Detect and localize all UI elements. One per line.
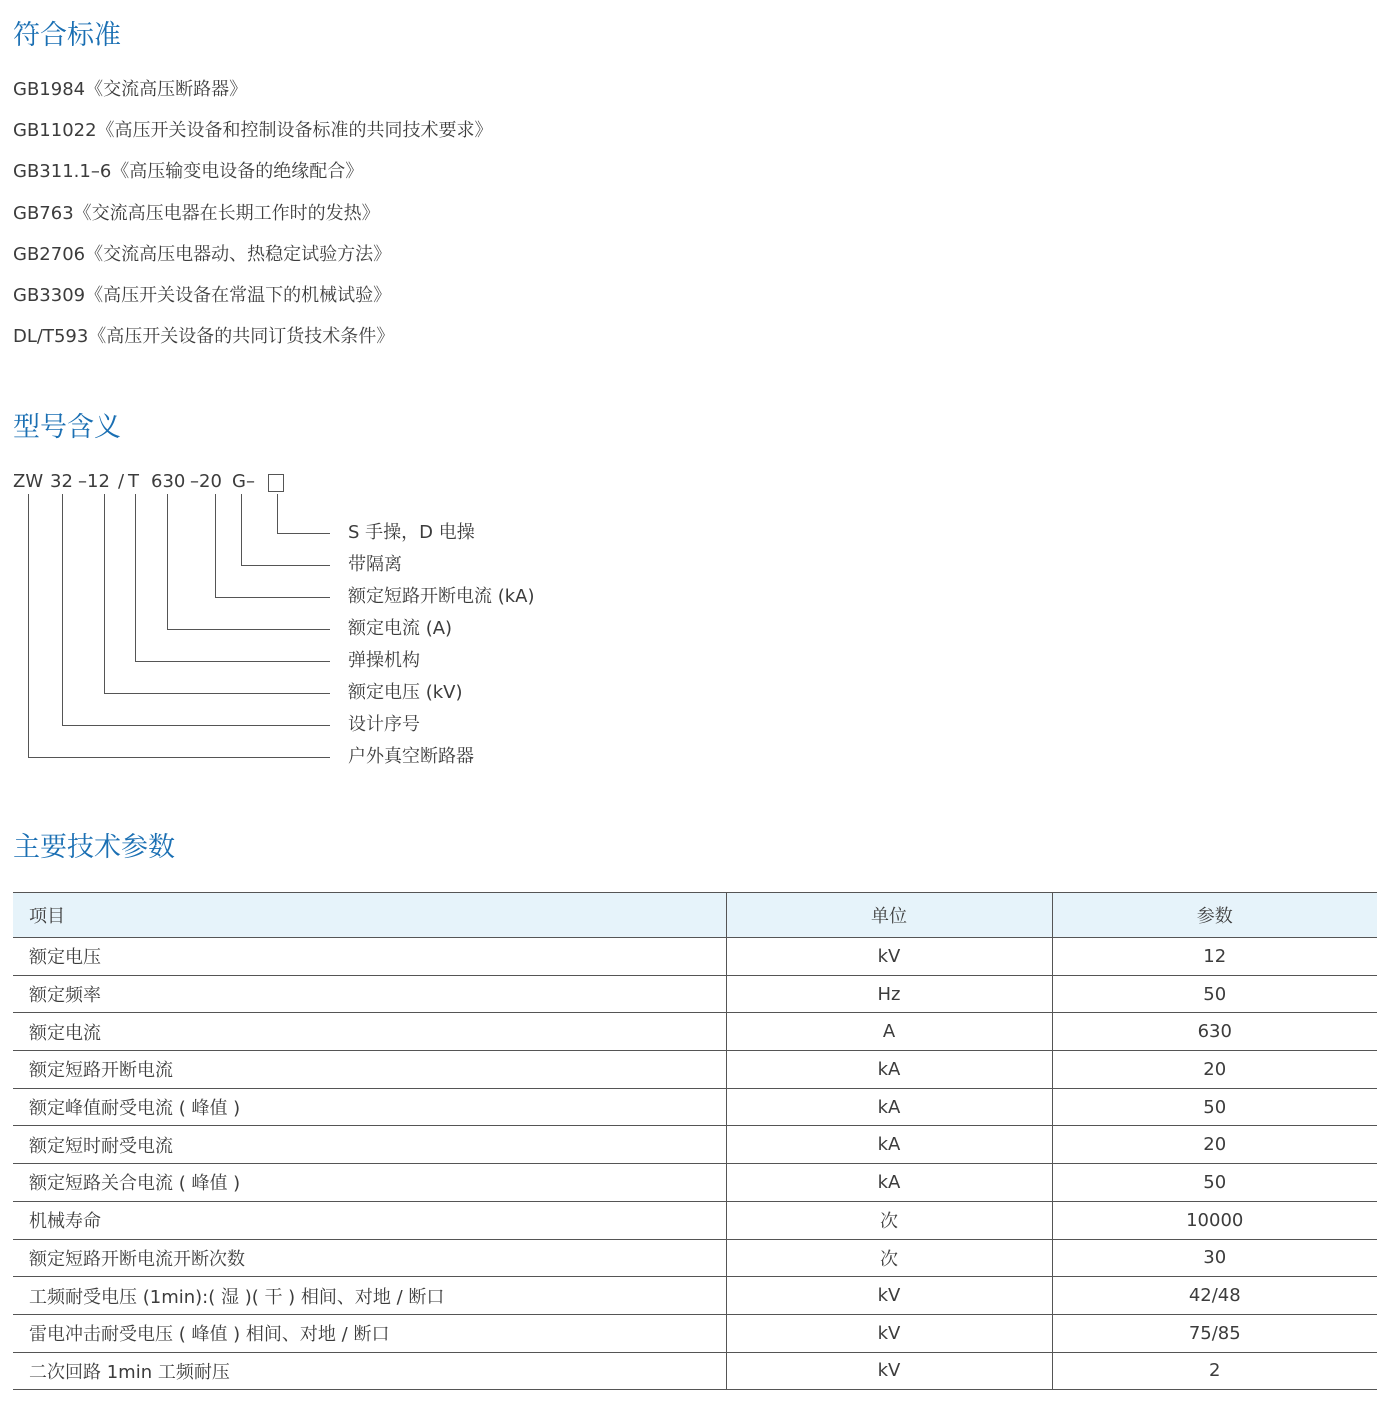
standards-list	[13, 78, 493, 366]
table-row	[13, 975, 1377, 1013]
table-row	[13, 1126, 1377, 1164]
model-code-part: G–	[232, 471, 255, 492]
model-code-part: –20	[190, 471, 222, 492]
param-unit: kA	[726, 1088, 1052, 1126]
param-unit: kV	[726, 1277, 1052, 1315]
param-value: 630	[1052, 1013, 1377, 1051]
table-row	[13, 1088, 1377, 1126]
param-value: 10000	[1052, 1201, 1377, 1239]
model-label: 弹操机构	[348, 650, 420, 671]
leader-line	[215, 597, 330, 598]
leader-line	[28, 494, 29, 757]
table-row	[13, 1201, 1377, 1239]
param-unit: kA	[726, 1051, 1052, 1089]
param-value: 50	[1052, 1088, 1377, 1126]
param-value: 30	[1052, 1239, 1377, 1277]
param-name: 雷电冲击耐受电压 ( 峰值 ) 相间、对地 / 断口	[13, 1314, 726, 1352]
model-code-part: –12	[78, 471, 110, 492]
column-header-value: 参数	[1052, 893, 1377, 938]
standard-item: GB1984《交流高压断路器》	[13, 79, 248, 100]
param-name: 额定电流	[13, 1013, 726, 1051]
param-unit: kV	[726, 1352, 1052, 1390]
model-code-part: 32	[50, 471, 73, 492]
leader-line	[62, 494, 63, 725]
leader-line	[215, 494, 216, 597]
param-unit: kV	[726, 1314, 1052, 1352]
leader-line	[167, 629, 330, 630]
param-name: 额定短路开断电流	[13, 1051, 726, 1089]
standard-item: GB11022《高压开关设备和控制设备标准的共同技术要求》	[13, 120, 493, 142]
standards-title: 符合标准	[13, 20, 121, 51]
table-row	[13, 1352, 1377, 1390]
table-row	[13, 1164, 1377, 1202]
leader-line	[62, 725, 330, 726]
leader-line	[167, 494, 168, 629]
table-row	[13, 1314, 1377, 1352]
model-code-part: 630	[151, 471, 186, 492]
leader-line	[277, 533, 330, 534]
model-label: 带隔离	[348, 554, 402, 575]
param-name: 额定峰值耐受电流 ( 峰值 )	[13, 1088, 726, 1126]
table-row	[13, 1277, 1377, 1315]
params-title: 主要技术参数	[13, 832, 175, 863]
param-value: 75/85	[1052, 1314, 1377, 1352]
model-title: 型号含义	[13, 412, 121, 443]
model-label: 额定电压 (kV)	[348, 682, 463, 703]
leader-line	[104, 494, 105, 693]
param-unit: kA	[726, 1126, 1052, 1164]
param-unit: Hz	[726, 975, 1052, 1013]
param-unit: kA	[726, 1164, 1052, 1202]
param-value: 50	[1052, 975, 1377, 1013]
model-code-part: /	[118, 471, 125, 492]
leader-line	[28, 757, 330, 758]
model-code-placeholder-box	[268, 474, 284, 492]
param-value: 20	[1052, 1051, 1377, 1089]
standard-item: GB3309《高压开关设备在常温下的机械试验》	[13, 284, 392, 306]
model-code-part: T	[128, 471, 139, 492]
param-name: 额定电压	[13, 938, 726, 976]
leader-line	[135, 494, 136, 661]
column-header-item: 项目	[13, 893, 726, 938]
leader-line	[241, 565, 330, 566]
param-value: 12	[1052, 938, 1377, 976]
param-name: 额定短时耐受电流	[13, 1126, 726, 1164]
model-label: 户外真空断路器	[348, 746, 474, 767]
table-row	[13, 1013, 1377, 1051]
param-value: 42/48	[1052, 1277, 1377, 1315]
model-label: S 手操，D 电操	[348, 522, 475, 543]
param-name: 额定短路开断电流开断次数	[13, 1239, 726, 1277]
model-code-diagram	[0, 466, 640, 776]
table-row	[13, 1051, 1377, 1089]
table-header-row	[13, 893, 1377, 938]
column-header-unit: 单位	[726, 893, 1052, 938]
param-name: 二次回路 1min 工频耐压	[13, 1352, 726, 1390]
leader-line	[104, 693, 330, 694]
params-table	[13, 892, 1377, 1390]
leader-line	[135, 661, 330, 662]
standard-item: GB311.1–6《高压输变电设备的绝缘配合》	[13, 161, 364, 183]
table-row	[13, 938, 1377, 976]
param-unit: 次	[726, 1201, 1052, 1239]
leader-line	[277, 494, 278, 533]
param-value: 20	[1052, 1126, 1377, 1164]
model-label: 额定短路开断电流 (kA)	[348, 586, 535, 607]
model-code-part: ZW	[13, 471, 44, 492]
param-unit: A	[726, 1013, 1052, 1051]
param-unit: 次	[726, 1239, 1052, 1277]
standard-item: GB2706《交流高压电器动、热稳定试验方法》	[13, 243, 392, 265]
table-row	[13, 1239, 1377, 1277]
param-name: 机械寿命	[13, 1201, 726, 1239]
param-value: 50	[1052, 1164, 1377, 1202]
param-name: 额定短路关合电流 ( 峰值 )	[13, 1164, 726, 1202]
model-label: 设计序号	[348, 714, 420, 735]
standard-item: DL/T593《高压开关设备的共同订货技术条件》	[13, 326, 395, 348]
model-label: 额定电流 (A)	[348, 618, 453, 639]
param-name: 额定频率	[13, 975, 726, 1013]
leader-line	[241, 494, 242, 565]
param-value: 2	[1052, 1352, 1377, 1390]
param-name: 工频耐受电压 (1min):( 湿 )( 干 ) 相间、对地 / 断口	[13, 1277, 726, 1315]
standard-item: GB763《交流高压电器在长期工作时的发热》	[13, 202, 380, 224]
param-unit: kV	[726, 938, 1052, 976]
